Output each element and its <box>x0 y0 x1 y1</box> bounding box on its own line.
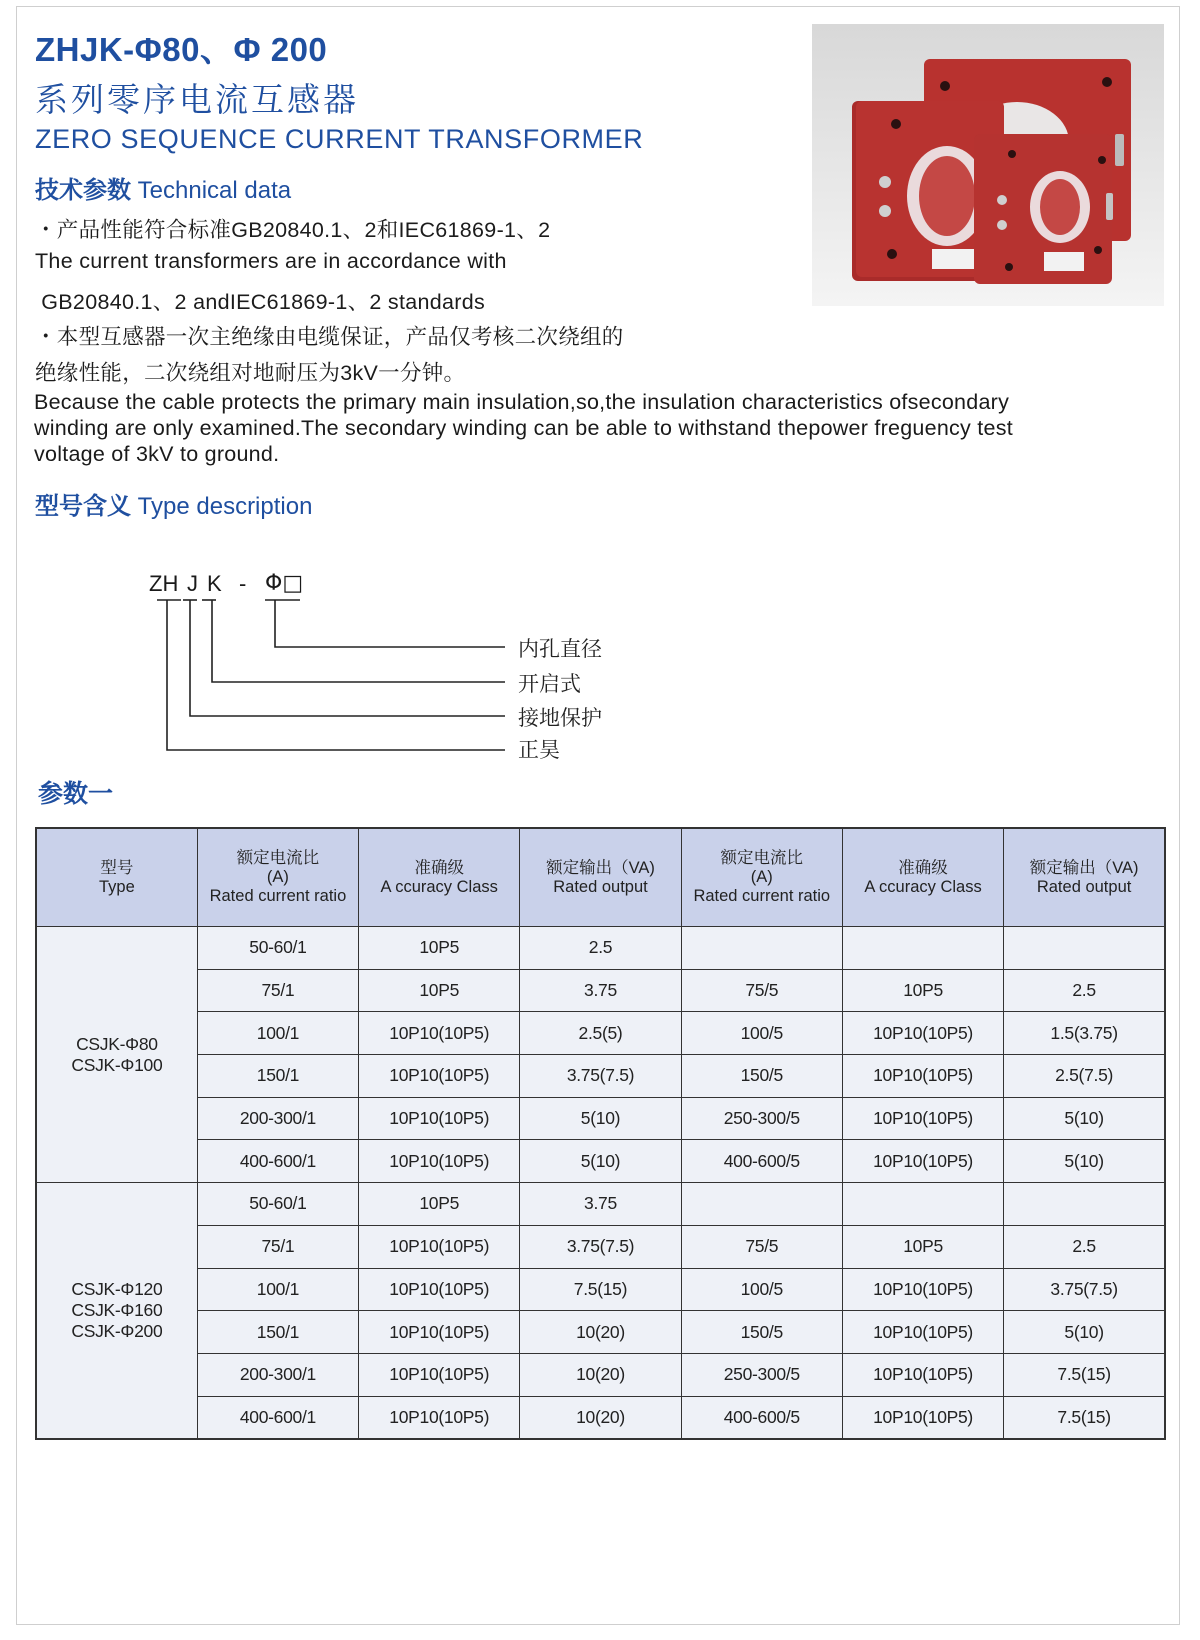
header-type-en: Type <box>99 877 135 896</box>
header-ratio-unit: (A) <box>750 868 773 886</box>
table-row <box>36 927 1165 970</box>
ratio-5-cell: 75/5 <box>681 1225 842 1268</box>
header-type <box>36 828 197 927</box>
tech-line-4: ・本型互感器一次主绝缘由电缆保证，产品仅考核二次绕组的 <box>35 325 624 349</box>
ratio-5-cell <box>681 1183 842 1226</box>
ratio-1-cell: 50-60/1 <box>197 1183 358 1226</box>
code-part-diameter: Φ□ <box>265 571 304 596</box>
code-part-zh: ZH <box>149 571 179 596</box>
class-5-cell: 10P10(10P5) <box>842 1097 1003 1140</box>
spec-table-body <box>36 927 1165 1440</box>
type-heading-cn: 型号含义 <box>35 492 131 520</box>
tech-paragraph: Because the cable protects the primary main insulation,so,the insulation characteristics ofsecondary winding are only examined.The secondary winding can be able to withstand thepower freguency test voltage of 3kV to ground. <box>34 390 1013 466</box>
cn-title: 系列零序电流互感器 <box>35 80 359 119</box>
ratio-5-cell: 250-300/5 <box>681 1353 842 1396</box>
class-1-cell: 10P10(10P5) <box>359 1055 520 1098</box>
tech-line-5: 绝缘性能，二次绕组对地耐压为3kV一分钟。 <box>35 361 466 385</box>
type-name: CSJK-Φ200 <box>71 1321 163 1342</box>
tech-line-1: ・产品性能符合标准GB20840.1、2和IEC61869-1、2 <box>35 218 551 242</box>
output-1-cell: 10(20) <box>520 1396 681 1439</box>
table-row <box>36 1140 1165 1183</box>
class-1-cell: 10P10(10P5) <box>359 1396 520 1439</box>
ratio-5-cell: 150/5 <box>681 1311 842 1354</box>
ratio-1-cell: 100/1 <box>197 1268 358 1311</box>
label-inner-diameter: 内孔直径 <box>518 637 602 661</box>
class-1-cell: 10P10(10P5) <box>359 1268 520 1311</box>
ratio-1-cell: 100/1 <box>197 1012 358 1055</box>
class-1-cell: 10P5 <box>359 969 520 1012</box>
header-ratio-en: Rated current ratio <box>693 887 831 905</box>
header-output-1 <box>520 828 681 927</box>
code-part-dash: - <box>239 571 247 596</box>
spec-table <box>35 827 1166 1440</box>
header-class-1 <box>359 828 520 927</box>
output-5-cell: 1.5(3.75) <box>1004 1012 1165 1055</box>
header-class-en: A ccuracy Class <box>864 877 982 896</box>
class-5-cell: 10P10(10P5) <box>842 1140 1003 1183</box>
label-open-type: 开启式 <box>518 672 581 696</box>
output-1-cell: 5(10) <box>520 1140 681 1183</box>
output-5-cell: 7.5(15) <box>1004 1396 1165 1439</box>
code-part-j: J <box>187 571 198 596</box>
output-5-cell <box>1004 927 1165 970</box>
class-1-cell: 10P5 <box>359 927 520 970</box>
header-output-cn: 额定输出（VA) <box>1029 858 1139 877</box>
table-row <box>36 969 1165 1012</box>
output-5-cell: 2.5(7.5) <box>1004 1055 1165 1098</box>
class-1-cell: 10P10(10P5) <box>359 1012 520 1055</box>
table-row <box>36 1012 1165 1055</box>
table-row <box>36 1268 1165 1311</box>
output-1-cell: 3.75 <box>520 1183 681 1226</box>
table-row <box>36 1353 1165 1396</box>
output-1-cell: 5(10) <box>520 1097 681 1140</box>
output-5-cell: 5(10) <box>1004 1311 1165 1354</box>
ratio-1-cell: 150/1 <box>197 1055 358 1098</box>
output-1-cell: 10(20) <box>520 1353 681 1396</box>
ratio-5-cell: 150/5 <box>681 1055 842 1098</box>
ratio-1-cell: 400-600/1 <box>197 1140 358 1183</box>
class-1-cell: 10P5 <box>359 1183 520 1226</box>
header-ratio-cn: 额定电流比 <box>236 849 320 867</box>
table-row <box>36 1396 1165 1439</box>
class-5-cell: 10P10(10P5) <box>842 1268 1003 1311</box>
class-5-cell: 10P10(10P5) <box>842 1396 1003 1439</box>
type-cell <box>36 927 197 1183</box>
output-5-cell: 5(10) <box>1004 1097 1165 1140</box>
output-1-cell: 3.75 <box>520 969 681 1012</box>
diagram-lines <box>0 0 540 760</box>
header-class-cn: 准确级 <box>898 858 948 877</box>
code-part-k: K <box>207 571 222 596</box>
params-heading: 参数一 <box>38 779 114 808</box>
technical-heading-en: Technical data <box>137 177 292 204</box>
type-heading-en: Type description <box>137 493 313 520</box>
header-ratio-2 <box>681 828 842 927</box>
type-name: CSJK-Φ120 <box>71 1279 163 1300</box>
current-transformer-photo <box>812 24 1164 306</box>
header-output-2 <box>1004 828 1165 927</box>
ratio-1-cell: 75/1 <box>197 969 358 1012</box>
class-5-cell <box>842 1183 1003 1226</box>
class-1-cell: 10P10(10P5) <box>359 1353 520 1396</box>
label-ground-protection: 接地保护 <box>518 706 602 730</box>
class-5-cell: 10P10(10P5) <box>842 1055 1003 1098</box>
en-title: ZERO SEQUENCE CURRENT TRANSFORMER <box>35 124 644 154</box>
table-row <box>36 1225 1165 1268</box>
output-1-cell: 10(20) <box>520 1311 681 1354</box>
ratio-5-cell: 75/5 <box>681 969 842 1012</box>
header-ratio-1 <box>197 828 358 927</box>
output-1-cell: 3.75(7.5) <box>520 1055 681 1098</box>
header-output-en: Rated output <box>553 877 648 896</box>
class-1-cell: 10P10(10P5) <box>359 1140 520 1183</box>
output-5-cell: 2.5 <box>1004 969 1165 1012</box>
ratio-5-cell <box>681 927 842 970</box>
header-output-cn: 额定输出（VA) <box>546 858 655 877</box>
header-ratio-cn: 额定电流比 <box>720 849 804 867</box>
transformer-front <box>974 134 1113 284</box>
output-5-cell: 7.5(15) <box>1004 1353 1165 1396</box>
table-row <box>36 1097 1165 1140</box>
header-ratio-unit: (A) <box>266 868 289 886</box>
ratio-1-cell: 400-600/1 <box>197 1396 358 1439</box>
ratio-5-cell: 400-600/5 <box>681 1396 842 1439</box>
class-5-cell: 10P5 <box>842 969 1003 1012</box>
tech-line-3: GB20840.1、2 andIEC61869-1、2 standards <box>35 290 486 314</box>
output-1-cell: 2.5(5) <box>520 1012 681 1055</box>
class-1-cell: 10P10(10P5) <box>359 1097 520 1140</box>
output-5-cell <box>1004 1183 1165 1226</box>
header-class-en: A ccuracy Class <box>380 877 498 896</box>
ratio-1-cell: 75/1 <box>197 1225 358 1268</box>
type-cell <box>36 1183 197 1440</box>
header-ratio-en: Rated current ratio <box>209 887 347 905</box>
table-row <box>36 1055 1165 1098</box>
ratio-5-cell: 100/5 <box>681 1012 842 1055</box>
ratio-5-cell: 100/5 <box>681 1268 842 1311</box>
class-5-cell: 10P10(10P5) <box>842 1353 1003 1396</box>
ratio-5-cell: 400-600/5 <box>681 1140 842 1183</box>
label-brand: 正昊 <box>518 738 560 762</box>
type-name: CSJK-Φ80 <box>76 1033 158 1054</box>
class-5-cell: 10P5 <box>842 1225 1003 1268</box>
model-title: ZHJK-Φ80、Φ 200 <box>35 31 328 68</box>
ratio-1-cell: 200-300/1 <box>197 1353 358 1396</box>
class-5-cell: 10P10(10P5) <box>842 1311 1003 1354</box>
type-name: CSJK-Φ100 <box>71 1054 163 1075</box>
output-1-cell: 2.5 <box>520 927 681 970</box>
ratio-1-cell: 50-60/1 <box>197 927 358 970</box>
table-row <box>36 1311 1165 1354</box>
ratio-5-cell: 250-300/5 <box>681 1097 842 1140</box>
output-1-cell: 3.75(7.5) <box>520 1225 681 1268</box>
type-name: CSJK-Φ160 <box>71 1300 163 1321</box>
output-5-cell: 3.75(7.5) <box>1004 1268 1165 1311</box>
tech-line-2: The current transformers are in accordance with <box>35 249 507 273</box>
class-5-cell: 10P10(10P5) <box>842 1012 1003 1055</box>
header-class-2 <box>842 828 1003 927</box>
technical-heading-cn: 技术参数 <box>35 176 131 204</box>
class-1-cell: 10P10(10P5) <box>359 1225 520 1268</box>
ratio-1-cell: 150/1 <box>197 1311 358 1354</box>
class-5-cell <box>842 927 1003 970</box>
output-5-cell: 5(10) <box>1004 1140 1165 1183</box>
ratio-1-cell: 200-300/1 <box>197 1097 358 1140</box>
header-class-cn: 准确级 <box>414 858 464 877</box>
table-header-row <box>36 828 1165 927</box>
output-5-cell: 2.5 <box>1004 1225 1165 1268</box>
table-row <box>36 1183 1165 1226</box>
header-type-cn: 型号 <box>100 858 134 877</box>
class-1-cell: 10P10(10P5) <box>359 1311 520 1354</box>
output-1-cell: 7.5(15) <box>520 1268 681 1311</box>
header-output-en: Rated output <box>1036 877 1132 896</box>
